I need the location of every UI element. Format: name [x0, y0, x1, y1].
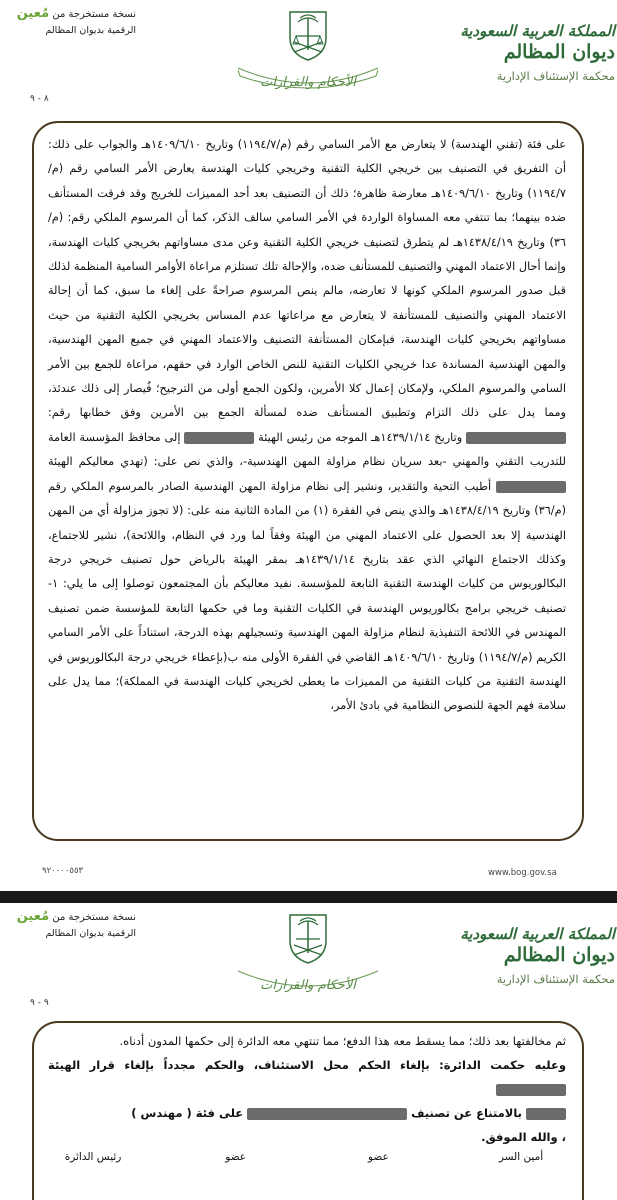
ruling-line-2: وعليه حكمت الدائرة: بإلغاء الحكم محل الاستئناف، والحكم مجدداً بإلغاء قرار الهيئة — [48, 1058, 566, 1072]
kingdom-name: المملكة العربية السعودية — [460, 925, 615, 943]
page-separator — [0, 891, 617, 903]
redaction-block — [466, 432, 566, 444]
copy-source-text: نسخة مستخرجة من — [52, 9, 136, 20]
signature-clerk: أمين السر — [498, 1151, 544, 1163]
redaction-block — [247, 1108, 407, 1120]
footer-phone: ٩٢٠٠٠٠٥٥٣ — [42, 866, 84, 876]
page-number: ٩ - ٩ — [30, 998, 49, 1008]
document-page-2 — [0, 903, 617, 1200]
board-emblem-icon — [228, 909, 388, 999]
judgment-body — [48, 133, 566, 719]
redaction-block — [496, 481, 566, 493]
signature-member-1: عضو — [367, 1151, 389, 1163]
court-name: محكمة الإستئناف الإدارية — [496, 69, 615, 83]
redaction-block — [496, 1084, 566, 1096]
emblem-caption: الأحكام والقرارات — [260, 978, 356, 993]
ruling-line-3b: على فئة ( مهندس ) — [131, 1106, 244, 1120]
footer-url[interactable]: www.bog.gov.sa — [488, 868, 557, 878]
paragraph-text: أطيب التحية والتقدير، ونشير إلى نظام مزاولة المهن الهندسية الصادر بالمرسوم الملكي رقم (م/٣٦) وتاريخ ١٤٣٨/٤/١٩هـ والذي ينص في الفقرة (١) من المادة الثانية منه على: (لا تجوز مزاولة أي من المهن الهندسية إلا بعد الحصول على الاعتماد المهني من الهيئة وفقاً لما ورد في النظام، واللائحة)، نشير للاجتماع، وكذلك الاجتماع النهائي الذي عقد بتاريخ ١٤٣٩/١/١٤هـ بمقر الهيئة بالرياض حول تصنيف خريجي درجة البكالوريوس من كليات الهندسة التقنية التابعة للمؤسسة. نفيد معاليكم بأن المجتمعون توصلوا إلى ما يلي: ١- تصنيف خريجي برامج بكالوريوس الهندسة في الكليات التقنية وما في حكمها التابعة للمؤسسة ضمن تصنيف المهندس في اللائحة التنفيذية لنظام مزاولة المهن الهندسية وتسجيلهم بهذه الدرجة، استناداً على الأمر السامي الكريم (م/١١٩٤/٧) وتاريخ ١٤٠٩/٦/١٠هـ القاضي في الفقرة الأولى منه ب(بإعطاء خريجي درجة البكالوريوس في الهندسة التقنية من كليات التقنية من المميزات ما يعطى لخريجي كليات الهندسة في المملكة)؛ مما يدل على سلامة فهم الجهة للنصوص النظامية في بادئ الأمر، — [48, 479, 566, 713]
ruling-line-3a: بالامتناع عن تصنيف — [411, 1106, 522, 1120]
copy-source-text: نسخة مستخرجة من — [52, 912, 136, 923]
kingdom-name: المملكة العربية السعودية — [460, 22, 615, 40]
signature-row — [48, 1151, 566, 1163]
emblem-caption: الأحكام والقرارات — [260, 75, 356, 90]
copy-source-note — [6, 6, 136, 39]
ruling-line-1: ثم مخالفتها بعد ذلك؛ مما يسقط معه هذا الدفع؛ مما تنتهي معه الدائرة إلى حكمها المدون أدناه. — [119, 1034, 566, 1048]
court-header — [455, 925, 615, 986]
moeen-logo: مُعين — [16, 909, 50, 924]
redaction-block — [526, 1108, 566, 1120]
document-frame — [32, 121, 584, 841]
board-name: ديوان المظالم — [503, 41, 615, 63]
page-number: ٨ - ٩ — [30, 94, 49, 104]
paragraph-text: وتاريخ ١٤٣٩/١/١٤هـ الموجه من رئيس الهيئة — [258, 430, 463, 444]
signature-president: رئيس الدائرة — [64, 1151, 122, 1163]
ruling-line-4: ، والله الموفق. — [481, 1130, 566, 1144]
document-frame — [32, 1021, 584, 1200]
copy-source-text-2: الرقمية بديوان المظالم — [45, 928, 136, 939]
paragraph-text: على فئة (تقني الهندسة) لا يتعارض مع الأمر السامي رقم (م/١١٩٤/٧) وتاريخ ١٤٠٩/٦/١٠هـ والجواب على ذلك: أن التفريق في التصنيف بين خريجي الكلية التقنية وخريجي كليات الهندسة يعارض الأمر السامي رقم (م/١١٩٤/٧) وتاريخ ١٤٠٩/٦/١٠هـ معارضة ظاهرة؛ ذلك أن التصنيف بعد أحد المميزات للخريج وقد فرقت المستأنف ضده بينهما؛ بما تنتفي معه المساواة الواردة في الأمر السامي سالف الذكر، كما أن المرسوم الملكي رقم: (م/٣٦) وتاريخ ١٤٣٨/٤/١٩هـ لم يتطرق لتصنيف خريجي الكلية التقنية وعن مدى مساواتهم بخريجي كليات الهندسة، وإنما أحال الاعتماد المهني والتصنيف للمستأنف ضده، والإحالة تلك تستلزم مراعاة الأوامر السامية المنظمة لذلك قبل صدور المرسوم الملكي كونها لا تعارضه، مالم ينص المرسوم صراحةً على إلغاء ما سبق، كما أن إحالة الاعتماد المهني والتصنيف للمستأنفة لا يتعارض مع مراعاتها عدم المساس بخريجي الكلية التقنية من حيث مساواتهم بخريجي كليات الهندسة، فبإمكان المستأنفة التصنيف والاعتماد المهني في جميع المهن الهندسية، والمهن الهندسية المساندة عدا خريجي الكليات التقنية للنص الخاص الوارد في حقهم، مراعاة للجمع بين الأمر السامي والمرسوم الملكي، ولإمكان إعمال كلا الأمرين، ولكون الجمع أولى من الترجيح؛ فُيصار إلى ذلك عندئذ، ومما يدل على ذلك التزام وتطبيق المستأنف ضده لمسألة الجمع بين الأمرين وفق خطابها رقم: — [48, 138, 566, 420]
board-emblem-icon — [228, 6, 388, 96]
signature-member-2: عضو — [225, 1151, 247, 1163]
redaction-block — [184, 432, 254, 444]
judgment-ruling — [48, 1029, 566, 1149]
court-header — [455, 22, 615, 83]
court-name: محكمة الإستئناف الإدارية — [496, 972, 615, 986]
copy-source-text-2: الرقمية بديوان المظالم — [45, 25, 136, 36]
paragraph-text: إلى محافظ المؤسسة العامة للتدريب التقني والمهني -بعد سريان نظام مزاولة المهن الهندسية-، والذي نص على: (تهدي معاليكم الهيئة — [48, 430, 566, 469]
moeen-logo: مُعين — [16, 6, 50, 21]
board-name: ديوان المظالم — [503, 944, 615, 966]
copy-source-note — [6, 909, 136, 942]
